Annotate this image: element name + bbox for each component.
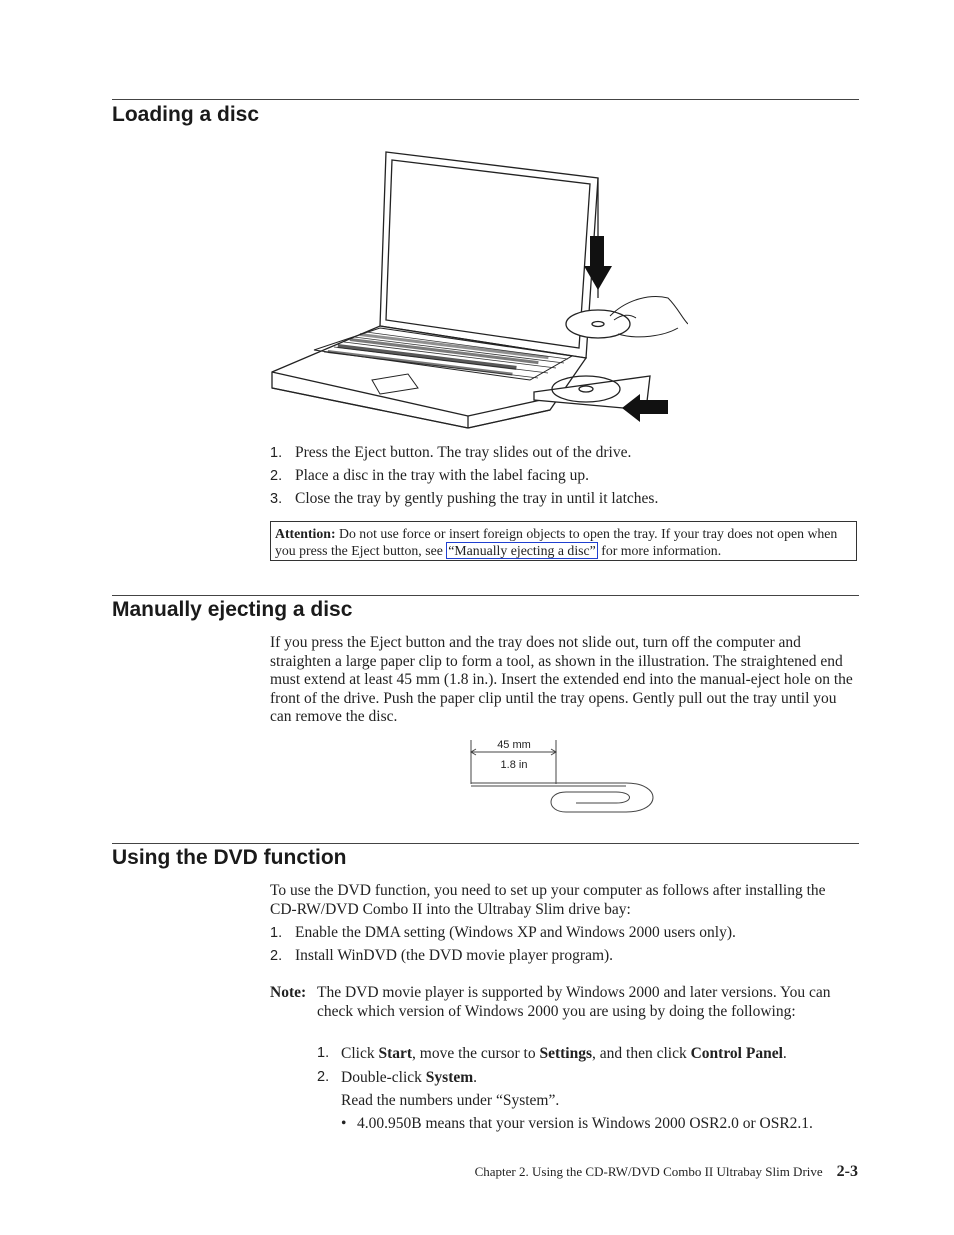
laptop-loading-disc-illustration xyxy=(268,148,688,434)
read-text: Read the numbers under “System”. xyxy=(341,1092,560,1109)
heading-manually-ejecting: Manually ejecting a disc xyxy=(112,598,353,621)
list-item xyxy=(270,947,860,970)
paper-clip-illustration xyxy=(466,734,666,816)
heading-loading-a-disc: Loading a disc xyxy=(112,103,260,126)
substep-number: 1. xyxy=(317,1045,330,1061)
system-term: System xyxy=(425,1069,474,1086)
settings-term: Settings xyxy=(539,1045,593,1062)
substep-text: Click Start, move the cursor to Settings, and then click Control Panel. xyxy=(341,1045,787,1062)
figure-label-mm: 45 mm xyxy=(497,739,531,751)
attention-label: Attention: xyxy=(275,526,336,541)
step-number: 1. xyxy=(270,925,283,941)
footer-chapter: Chapter 2. Using the CD-RW/DVD Combo II Ultrabay Slim Drive xyxy=(474,1164,823,1179)
step-text: Install WinDVD (the DVD movie player program). xyxy=(295,947,614,964)
figure-label-in: 1.8 in xyxy=(500,759,528,771)
heading-using-dvd: Using the DVD function xyxy=(112,846,347,869)
section-rule xyxy=(112,843,859,844)
step-text: Close the tray by gently pushing the tray in until it latches. xyxy=(295,490,659,507)
substep-text: Double-click System. xyxy=(341,1069,478,1086)
attention-text: Do not use force or insert foreign objects to open the tray. If your tray does not open when you press the Eject button, see xyxy=(275,526,838,558)
dvd-steps-list xyxy=(270,924,860,970)
dvd-intro-block xyxy=(270,882,830,919)
section-rule xyxy=(112,595,859,596)
bullet-text: 4.00.950B means that your version is Windows 2000 OSR2.0 or OSR2.1. xyxy=(357,1115,813,1132)
step-number: 1. xyxy=(270,445,283,461)
bullet-icon: • xyxy=(341,1115,347,1132)
note-label: Note: xyxy=(270,984,307,1001)
ejecting-paragraph: If you press the Eject button and the tray does not slide out, turn off the computer and straighten a large paper clip to form a tool, as shown in the illustration. The straightened end must extend at least 45 mm (1.8 in.). Insert the extended end into the manual-eject hole on the front of the drive. Push the paper clip until the tray opens. Gently pull out the tray until you can remove the disc. xyxy=(270,634,853,725)
attention-text-after: for more information. xyxy=(601,543,722,558)
page-number: 2-3 xyxy=(836,1163,858,1180)
page-footer xyxy=(475,1163,858,1181)
list-item xyxy=(270,490,860,513)
dvd-intro: To use the DVD function, you need to set up your computer as follows after installing the CD-RW/DVD Combo II into the Ultrabay Slim drive bay: xyxy=(270,882,826,918)
step-number: 3. xyxy=(270,491,283,507)
step-text: Press the Eject button. The tray slides out of the drive. xyxy=(295,444,632,461)
control-panel-term: Control Panel xyxy=(690,1045,783,1062)
manually-ejecting-link[interactable]: “Manually ejecting a disc” xyxy=(448,543,596,558)
list-item xyxy=(270,924,860,947)
step-text: Place a disc in the tray with the label facing up. xyxy=(295,467,589,484)
substep-number: 2. xyxy=(317,1069,330,1085)
attention-box xyxy=(270,521,857,561)
list-item xyxy=(270,467,860,490)
list-item xyxy=(270,444,860,467)
ejecting-paragraph-block xyxy=(270,634,860,727)
section-rule xyxy=(112,99,859,100)
step-text: Enable the DMA setting (Windows XP and Windows 2000 users only). xyxy=(295,924,736,941)
note-text: The DVD movie player is supported by Windows 2000 and later versions. You can check which version of Windows 2000 you are using by doing the following: xyxy=(317,984,831,1020)
step-number: 2. xyxy=(270,948,283,964)
step-number: 2. xyxy=(270,468,283,484)
start-term: Start xyxy=(378,1045,413,1062)
loading-steps-list xyxy=(270,444,860,513)
